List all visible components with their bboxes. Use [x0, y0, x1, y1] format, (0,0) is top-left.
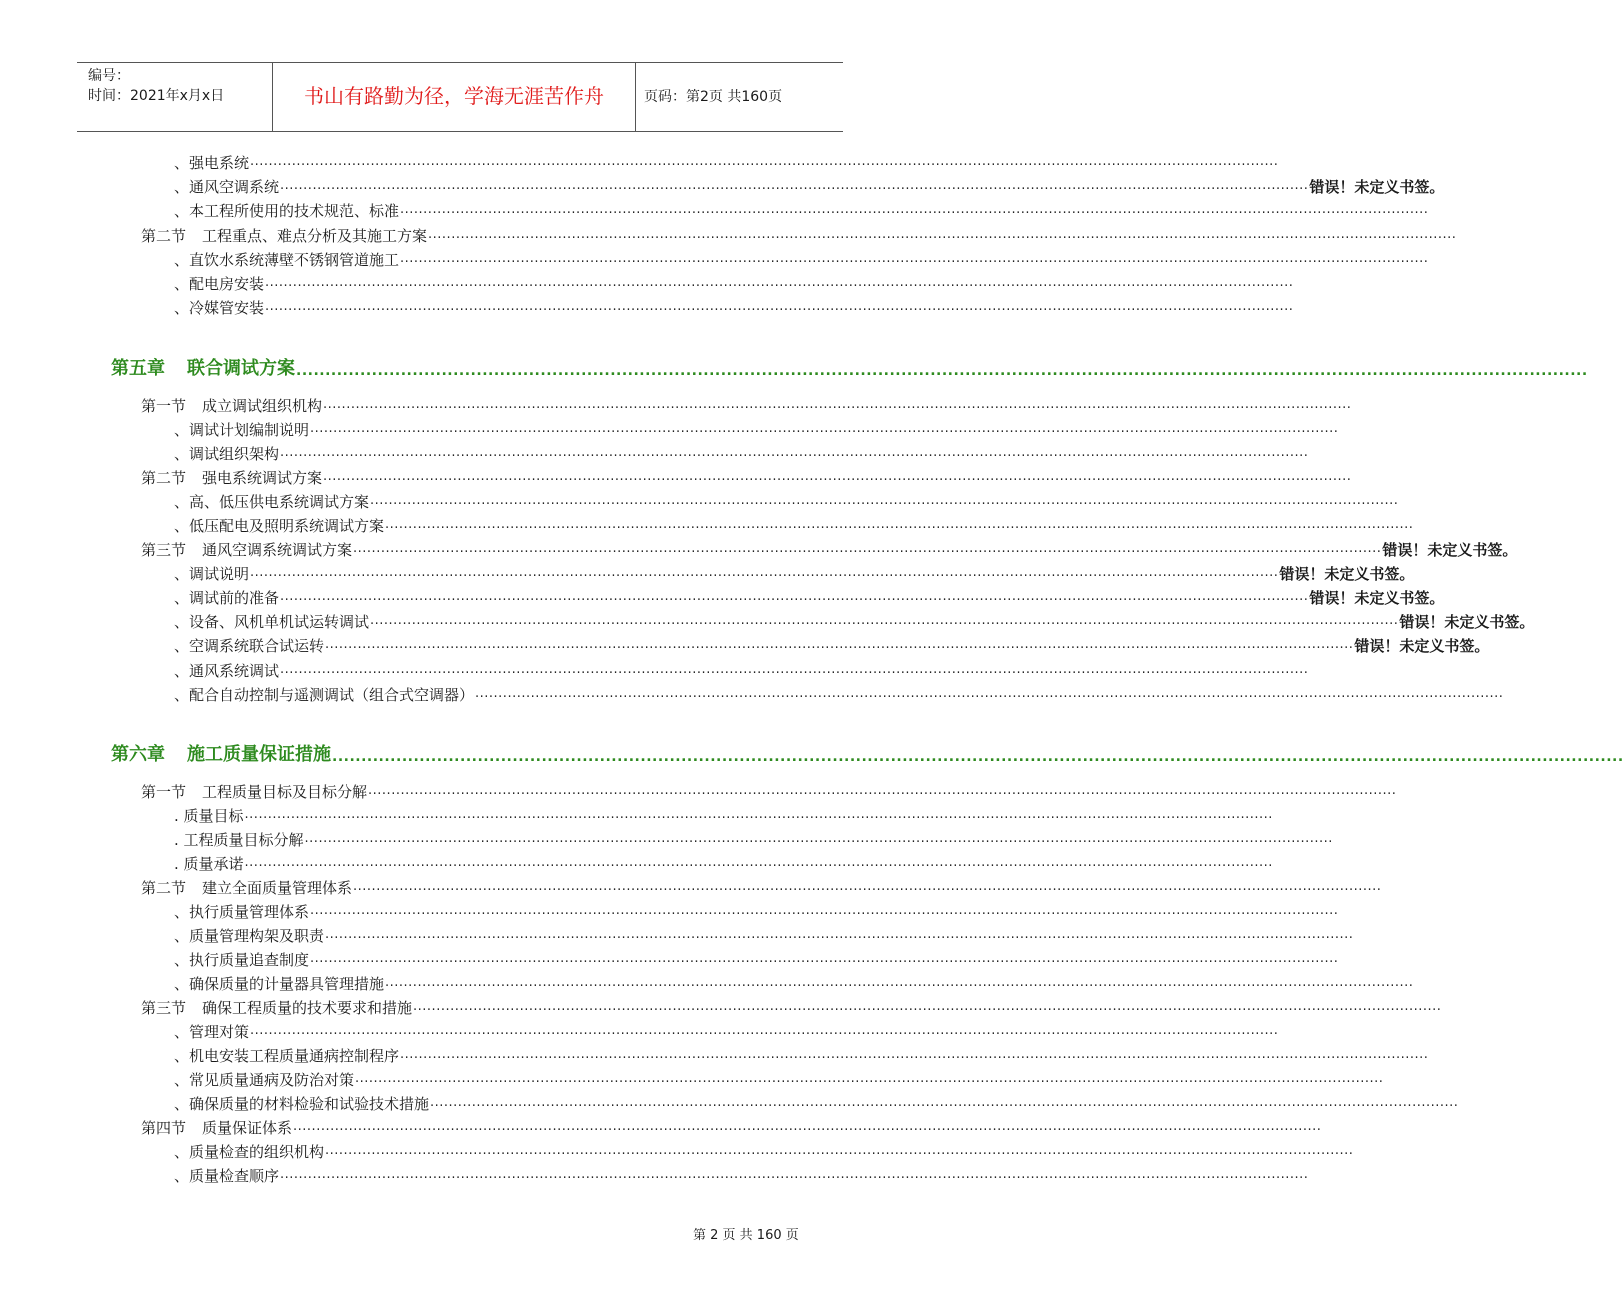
- toc-leader-dots: ..............................................................................................................................................................................................................................: [325, 637, 1354, 652]
- toc-section-title: 成立调试组织机构: [202, 397, 323, 415]
- toc-leader-dots: ..............................................................................................................................................................................................................................: [400, 1047, 1429, 1062]
- toc-leader-dots: ..............................................................................................................................................................................................................................: [265, 275, 1294, 290]
- toc-entry[interactable]: [174, 854, 1273, 874]
- toc-section[interactable]: [141, 226, 1457, 246]
- toc-section[interactable]: [141, 878, 1382, 898]
- toc-chapter-number: 第六章: [111, 744, 165, 765]
- toc-leader-dots: ..............................................................................................................................................................................................................................: [385, 975, 1414, 990]
- toc-entry-title: 、配合自动控制与遥测调试（组合式空调器）: [174, 686, 475, 704]
- toc-entry-title: 、执行质量追查制度: [174, 951, 310, 969]
- toc-section-number: 第三节: [141, 541, 187, 559]
- toc-section[interactable]: [141, 396, 1352, 416]
- toc-leader-dots: ..............................................................................................................................................................................................................................: [310, 903, 1339, 918]
- toc-leader-dots: ..............................................................................................................................................................................................................................: [250, 154, 1279, 169]
- toc-bookmark-error: 错误！未定义书签。: [1309, 178, 1445, 196]
- header-motto: 书山有路勤为径，学海无涯苦作舟: [304, 84, 604, 108]
- toc-entry-title: 、高、低压供电系统调试方案: [174, 493, 370, 511]
- toc-entry-title: 、质量检查顺序: [174, 1167, 280, 1185]
- toc-entry-title: 、低压配电及照明系统调试方案: [174, 517, 385, 535]
- toc-leader-dots: ..............................................................................................................................................................................................................................: [325, 927, 1354, 942]
- toc-leader-dots: ..............................................................................................................................................................................................................................: [244, 807, 1273, 822]
- toc-section-title: 建立全面质量管理体系: [202, 879, 353, 897]
- toc-section-number: 第二节: [141, 469, 187, 487]
- toc-leader-dots: ..............................................................................................................................................................................................................................: [296, 363, 1588, 379]
- toc-leader-dots: ..............................................................................................................................................................................................................................: [310, 951, 1339, 966]
- toc-leader-dots: ..............................................................................................................................................................................................................................: [244, 855, 1273, 870]
- page-header: [77, 62, 843, 132]
- toc-section-number: 第四节: [141, 1119, 187, 1137]
- toc-leader-dots: ..............................................................................................................................................................................................................................: [475, 686, 1504, 701]
- toc-entry[interactable]: [174, 612, 1535, 632]
- toc-leader-dots: ..............................................................................................................................................................................................................................: [413, 999, 1442, 1014]
- toc-entry[interactable]: [174, 1166, 1309, 1186]
- toc-bookmark-error: 错误！未定义书签。: [1279, 565, 1415, 583]
- toc-entry[interactable]: [174, 1142, 1354, 1162]
- header-page-number: 页码：第2页 共160页: [644, 89, 783, 105]
- toc-entry[interactable]: [174, 298, 1294, 318]
- toc-entry[interactable]: [174, 1022, 1279, 1042]
- toc-section[interactable]: [141, 998, 1442, 1018]
- toc-entry-title: 、强电系统: [174, 154, 250, 172]
- toc-section-title: 工程重点、难点分析及其施工方案: [202, 227, 428, 245]
- toc-section[interactable]: [141, 782, 1397, 802]
- toc-section-number: 第三节: [141, 999, 187, 1017]
- toc-bookmark-error: 错误！未定义书签。: [1309, 589, 1445, 607]
- toc-entry-title: . 质量目标: [174, 807, 244, 825]
- toc-entry-title: 、质量管理构架及职责: [174, 927, 325, 945]
- toc-entry-title: 、调试说明: [174, 565, 250, 583]
- toc-entry[interactable]: [174, 902, 1339, 922]
- toc-leader-dots: ..............................................................................................................................................................................................................................: [250, 1023, 1279, 1038]
- toc-leader-dots: ..............................................................................................................................................................................................................................: [265, 299, 1294, 314]
- toc-section-number: 第二节: [141, 879, 187, 897]
- toc-leader-dots: ..............................................................................................................................................................................................................................: [293, 1119, 1322, 1134]
- toc-entry[interactable]: [174, 636, 1490, 656]
- toc-entry-title: 、质量检查的组织机构: [174, 1143, 325, 1161]
- toc-section-title: 质量保证体系: [202, 1119, 293, 1137]
- toc-entry-title: 、设备、风机单机试运转调试: [174, 613, 370, 631]
- toc-section-number: 第二节: [141, 227, 187, 245]
- toc-entry[interactable]: [174, 274, 1294, 294]
- toc-entry[interactable]: [174, 201, 1429, 221]
- toc-entry[interactable]: [174, 492, 1399, 512]
- toc-entry-title: 、管理对策: [174, 1023, 250, 1041]
- toc-section[interactable]: [141, 540, 1518, 560]
- toc-chapter-number: 第五章: [111, 358, 165, 379]
- toc-chapter[interactable]: [111, 743, 1624, 767]
- document-number: 编号：: [88, 68, 130, 84]
- toc-leader-dots: ..............................................................................................................................................................................................................................: [325, 1143, 1354, 1158]
- toc-entry[interactable]: [174, 1046, 1429, 1066]
- toc-entry-title: . 工程质量目标分解: [174, 831, 304, 849]
- toc-section-number: 第一节: [141, 397, 187, 415]
- toc-chapter-title: 施工质量保证措施: [187, 744, 331, 765]
- document-date: 时间：2021年x月x日: [88, 88, 225, 104]
- toc-entry-title: 、调试计划编制说明: [174, 421, 310, 439]
- toc-section-title: 通风空调系统调试方案: [202, 541, 353, 559]
- toc-leader-dots: ..............................................................................................................................................................................................................................: [353, 879, 1382, 894]
- toc-entry-title: 、调试组织架构: [174, 445, 280, 463]
- toc-entry[interactable]: [174, 974, 1414, 994]
- header-meta-cell: [77, 63, 272, 131]
- toc-entry-title: 、机电安装工程质量通病控制程序: [174, 1047, 400, 1065]
- toc-entry-title: 、通风空调系统: [174, 178, 280, 196]
- toc-entry[interactable]: [174, 420, 1339, 440]
- toc-leader-dots: ..............................................................................................................................................................................................................................: [400, 202, 1429, 217]
- toc-entry-title: 、常见质量通病及防治对策: [174, 1071, 355, 1089]
- toc-leader-dots: ..............................................................................................................................................................................................................................: [400, 251, 1429, 266]
- toc-entry[interactable]: [174, 177, 1445, 197]
- toc-entry[interactable]: [174, 685, 1504, 705]
- toc-leader-dots: ..............................................................................................................................................................................................................................: [430, 1095, 1459, 1110]
- toc-bookmark-error: 错误！未定义书签。: [1399, 613, 1535, 631]
- toc-leader-dots: ..............................................................................................................................................................................................................................: [280, 178, 1309, 193]
- toc-entry-title: 、配电房安装: [174, 275, 265, 293]
- toc-entry-title: 、直饮水系统薄壁不锈钢管道施工: [174, 251, 400, 269]
- toc-entry[interactable]: [174, 564, 1415, 584]
- toc-entry-title: 、空调系统联合试运转: [174, 637, 325, 655]
- toc-entry[interactable]: [174, 516, 1414, 536]
- toc-leader-dots: ..............................................................................................................................................................................................................................: [368, 783, 1397, 798]
- toc-leader-dots: ..............................................................................................................................................................................................................................: [323, 469, 1352, 484]
- toc-chapter-title: 联合调试方案: [187, 358, 295, 379]
- toc-leader-dots: ..............................................................................................................................................................................................................................: [428, 227, 1457, 242]
- toc-entry[interactable]: [174, 926, 1354, 946]
- toc-entry-title: 、通风系统调试: [174, 662, 280, 680]
- toc-entry[interactable]: [174, 153, 1279, 173]
- toc-leader-dots: ..............................................................................................................................................................................................................................: [332, 749, 1624, 765]
- toc-entry-title: . 质量承诺: [174, 855, 244, 873]
- toc-leader-dots: ..............................................................................................................................................................................................................................: [280, 589, 1309, 604]
- toc-leader-dots: ..............................................................................................................................................................................................................................: [310, 421, 1339, 436]
- toc-entry[interactable]: [174, 806, 1273, 826]
- toc-section-title: 确保工程质量的技术要求和措施: [202, 999, 413, 1017]
- toc-leader-dots: ..............................................................................................................................................................................................................................: [385, 517, 1414, 532]
- toc-entry[interactable]: [174, 830, 1333, 850]
- toc-entry[interactable]: [174, 444, 1309, 464]
- toc-section[interactable]: [141, 1118, 1322, 1138]
- toc-entry-title: 、本工程所使用的技术规范、标准: [174, 202, 400, 220]
- header-page-cell: [635, 63, 843, 131]
- toc-entry[interactable]: [174, 1094, 1459, 1114]
- toc-section-number: 第一节: [141, 783, 187, 801]
- toc-bookmark-error: 错误！未定义书签。: [1382, 541, 1518, 559]
- toc-leader-dots: ..............................................................................................................................................................................................................................: [323, 397, 1352, 412]
- toc-entry[interactable]: [174, 661, 1309, 681]
- toc-entry-title: 、调试前的准备: [174, 589, 280, 607]
- header-motto-cell: [272, 63, 636, 131]
- toc-leader-dots: ..............................................................................................................................................................................................................................: [353, 541, 1382, 556]
- toc-bookmark-error: 错误！未定义书签。: [1354, 637, 1490, 655]
- toc-section[interactable]: [141, 468, 1352, 488]
- toc-leader-dots: ..............................................................................................................................................................................................................................: [280, 662, 1309, 677]
- toc-entry[interactable]: [174, 588, 1445, 608]
- toc-leader-dots: ..............................................................................................................................................................................................................................: [280, 1167, 1309, 1182]
- toc-leader-dots: ..............................................................................................................................................................................................................................: [280, 445, 1309, 460]
- toc-leader-dots: ..............................................................................................................................................................................................................................: [304, 831, 1333, 846]
- toc-chapter[interactable]: [111, 357, 1588, 381]
- toc-entry-title: 、确保质量的计量器具管理措施: [174, 975, 385, 993]
- toc-leader-dots: ..............................................................................................................................................................................................................................: [370, 493, 1399, 508]
- toc-entry[interactable]: [174, 1070, 1384, 1090]
- toc-section-title: 工程质量目标及目标分解: [202, 783, 368, 801]
- page-footer: 第 2 页 共 160 页: [693, 1228, 799, 1243]
- toc-entry[interactable]: [174, 250, 1429, 270]
- toc-section-title: 强电系统调试方案: [202, 469, 323, 487]
- toc-entry-title: 、确保质量的材料检验和试验技术措施: [174, 1095, 430, 1113]
- toc-leader-dots: ..............................................................................................................................................................................................................................: [355, 1071, 1384, 1086]
- toc-entry-title: 、冷媒管安装: [174, 299, 265, 317]
- toc-leader-dots: ..............................................................................................................................................................................................................................: [250, 565, 1279, 580]
- toc-entry[interactable]: [174, 950, 1339, 970]
- toc-leader-dots: ..............................................................................................................................................................................................................................: [370, 613, 1399, 628]
- toc-entry-title: 、执行质量管理体系: [174, 903, 310, 921]
